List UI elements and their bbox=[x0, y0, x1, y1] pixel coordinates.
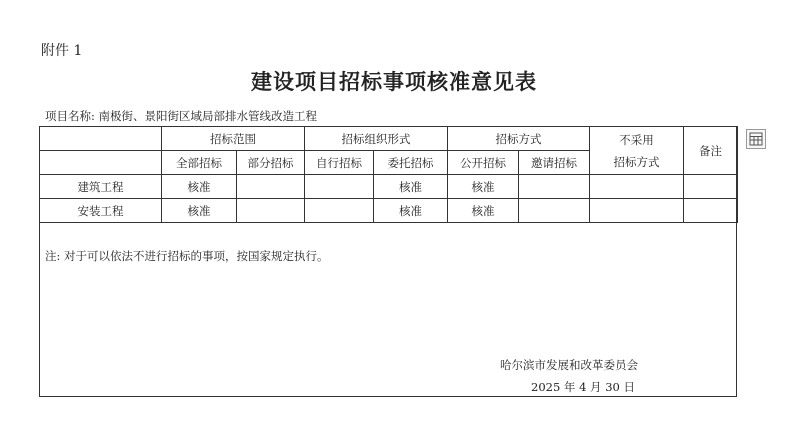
header-organization: 招标组织形式 bbox=[305, 127, 448, 151]
subheader-self: 自行招标 bbox=[305, 151, 374, 175]
row-label: 安装工程 bbox=[40, 199, 162, 223]
table-cell bbox=[590, 199, 684, 223]
header-remarks: 备注 bbox=[684, 127, 738, 175]
table-cell bbox=[519, 199, 590, 223]
header-not-used-line2: 招标方式 bbox=[613, 154, 660, 169]
approval-table bbox=[39, 126, 738, 223]
subheader-open: 公开招标 bbox=[448, 151, 519, 175]
header-scope: 招标范围 bbox=[162, 127, 305, 151]
corner-cell-lower bbox=[40, 151, 162, 175]
document-title: 建设项目招标事项核准意见表 bbox=[251, 69, 537, 94]
header-method: 招标方式 bbox=[448, 127, 590, 151]
table-cell: 核准 bbox=[374, 175, 448, 199]
table-cell: 核准 bbox=[374, 199, 448, 223]
table-cell bbox=[305, 199, 374, 223]
table-cell bbox=[519, 175, 590, 199]
table-cell: 核准 bbox=[162, 199, 237, 223]
table-cell: 核准 bbox=[162, 175, 237, 199]
table-cell bbox=[237, 175, 305, 199]
subheader-invited: 邀请招标 bbox=[519, 151, 590, 175]
table-cell bbox=[237, 199, 305, 223]
table-row bbox=[40, 199, 738, 223]
table-cell bbox=[684, 175, 738, 199]
header-not-used bbox=[590, 127, 684, 175]
project-name: 项目名称: 南极街、景阳街区域局部排水管线改造工程 bbox=[45, 109, 318, 123]
table-view-icon[interactable] bbox=[746, 129, 766, 149]
subheader-partial: 部分招标 bbox=[237, 151, 305, 175]
attachment-label: 附件 1 bbox=[41, 43, 83, 59]
issuer-name: 哈尔滨市发展和改革委员会 bbox=[500, 358, 638, 372]
table-cell bbox=[684, 199, 738, 223]
table-view-icon-glyph bbox=[749, 132, 763, 146]
subheader-full: 全部招标 bbox=[162, 151, 237, 175]
table-cell bbox=[590, 175, 684, 199]
header-not-used-line1: 不采用 bbox=[619, 132, 654, 147]
table-cell: 核准 bbox=[448, 199, 519, 223]
table-cell bbox=[305, 175, 374, 199]
table-cell: 核准 bbox=[448, 175, 519, 199]
table-row bbox=[40, 175, 738, 199]
row-label: 建筑工程 bbox=[40, 175, 162, 199]
corner-cell bbox=[40, 127, 162, 151]
issue-date: 2025 年 4 月 30 日 bbox=[531, 380, 635, 394]
subheader-entrusted: 委托招标 bbox=[374, 151, 448, 175]
note-text: 注: 对于可以依法不进行招标的事项，按国家规定执行。 bbox=[45, 249, 329, 263]
